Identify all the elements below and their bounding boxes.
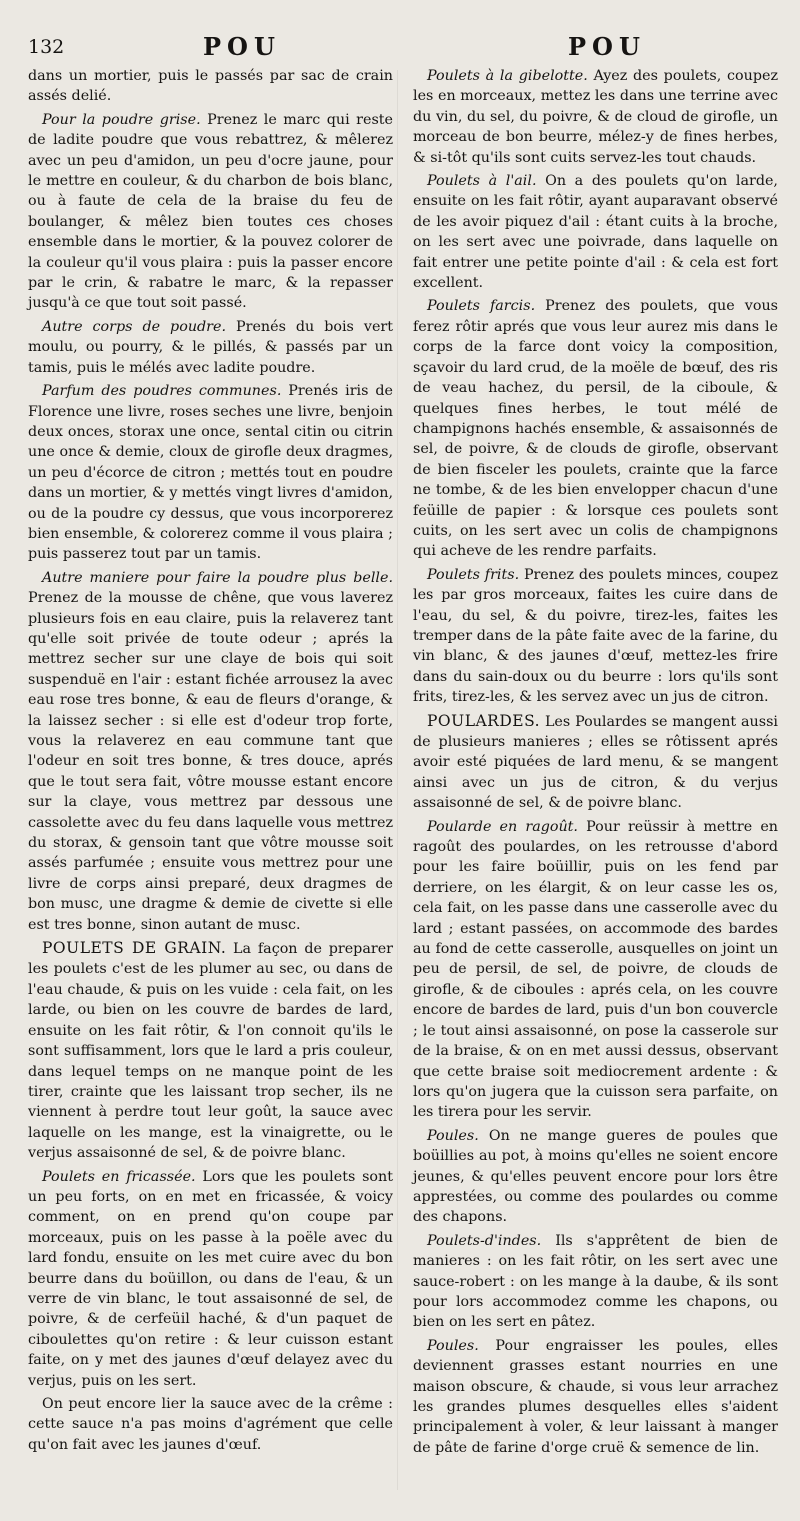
page-header (28, 30, 778, 66)
section-paragraph (28, 938, 393, 1163)
paragraph (413, 171, 778, 293)
paragraph (413, 66, 778, 168)
paragraph (28, 110, 393, 314)
paragraph-text: Prenés iris de Florence une livre, roses seches une livre, benjoin deux onces, storax une once, sental citin ou citrin une once & demie, cloux de girofle deux dragmes, un peu d'écorce de citron ; mettés tout en poudre dans un mortier, & y mettés vingt livres d'amidon, ou de la poudre cy dessus, que vous incorporerez bien ensemble, & colorerez comme il vous plaira ; puis passerez tout par un tamis. (28, 383, 394, 563)
paragraph-text: Prenez le marc qui reste de ladite poudre que vous rebattrez, & mêlerez avec un peu d'amidon, un peu d'ocre jaune, pour le mettre en couleur, & du charbon de bois blanc, ou à faute de cela de la braise du feu de boulanger, & mêlez bien toutes ces choses ensemble dans le mortier, & la pouvez colorer de la couleur qu'il vous plaira : puis la passer encore par le crin, & rabatre le marc, & la repasser jusqu'à ce que tout soit passé. (28, 111, 393, 312)
paragraph-text: Prenez des poulets, que vous ferez rôtir aprés que vous leur aurez mis dans le corps de la farce dont voicy la composition, sçavoir du lard crud, de la moële de bœuf, des ris de veau hachez, du persil, de la ciboule, & quelques fines herbes, le tout mélé de champignons hachés ensemble, & assaisonnés de sel, de poivre, & de clouds de girofle, observant de bien fisceler les poulets, crainte que la farce ne tombe, & de les bien envelopper chacun d'une feüille de papier : & lorsque ces poulets sont cuits, on les sert avec un colis de champignons qui acheve de les rendre parfaits. (413, 298, 778, 560)
section-paragraph (413, 711, 778, 814)
paragraph-lead: Poulets farcis. (427, 298, 536, 315)
paragraph-text: La façon de preparer les poulets c'est de les plumer au sec, ou dans de l'eau chaude, & puis on les vuide : cela fait, on les larde, ou bien on les couvre de bardes de lard, ensuite on les fait rôtir, & l'on connoit qu'ils le sont suffisamment, lors que le lard a pris couleur, dans lequel temps on ne manque point de les tirer, crainte que les laissant trop secher, ils ne viennent à perdre tout leur goût, la sauce avec laquelle on les mange, est la vinaigrette, ou le verjus assaisonné de sel, & de poivre blanc. (28, 941, 393, 1162)
paragraph (413, 296, 778, 561)
paragraph-lead: Poulets en fricassée. (42, 1168, 196, 1185)
section-heading: POULETS DE GRAIN. (42, 939, 227, 958)
paragraph-text: Lors que les poulets sont un peu forts, on en met en fricassée, & voicy comment, on en prend qu'on coupe par morceaux, puis on les passe à la poële avec du lard fondu, ensuite on les met cuire avec du bon beurre dans du boüillon, ou dans de l'eau, & un verre de vin blanc, le tout assaisonné de sel, de poivre, & de cerfeüil haché, & d'un paquet de ciboulettes qu'on retire : & leur cuisson estant faite, on y met des jaunes d'œuf delayez avec du verjus, puis on les sert. (28, 1168, 393, 1389)
paragraph-text: Prenez de la mousse de chêne, que vous laverez plusieurs fois en eau claire, puis la relaverez tant qu'elle soit privée de toute odeur ; aprés la mettrez secher sur une claye de bois qui soit suspenduë en l'air : estant fichée arrousez la avec eau rose tres bonne, & eau de fleurs d'orange, & la laissez secher : si elle est d'odeur trop forte, vous la relaverez en eau commune tant que l'odeur en soit tres bonne, & tres douce, aprés que le tout sera fait, vôtre mousse estant encore sur la claye, vous mettrez par dessous une cassolette avec du feu dans laquelle vous mettrez du storax, & gensoin tant que vôtre mousse soit assés parfumée ; ensuite vous mettrez pour une livre de corps ainsi preparé, deux dragmes de bon musc, une dragme & demie de civette si elle est tres bonne, sinon autant de musc. (28, 590, 393, 933)
paragraph-text: Les Poulardes se mangent aussi de plusieurs manieres ; elles se rôtissent aprés avoir esté piquées de lard menu, & se mangent ainsi avec un jus de citron, & du verjus assaisonné de sel, & de poivre blanc. (413, 713, 778, 812)
paragraph-lead: Poulets à l'ail. (427, 173, 537, 190)
paragraph-text: Ils s'apprêtent de bien de manieres : on les fait rôtir, on les sert avec une sauce-robert : on les mange à la daube, & ils sont pour lors accommodez comme les chapons, ou bien on les sert en pâtez. (413, 1232, 778, 1331)
paragraph-text: Prenés du bois vert moulu, ou pourry, & le pillés, & passés par un tamis, puis le mélés avec ladite poudre. (28, 318, 393, 376)
paragraph (28, 568, 393, 935)
left-column (28, 66, 393, 1461)
paragraph-lead: Pour la poudre grise. (42, 111, 201, 128)
paragraph-lead: Poularde en ragoût. (427, 818, 578, 835)
paragraph-text: On a des poulets qu'on larde, ensuite on les fait rôtir, ayant auparavant observé de les avoir piquez d'ail : étant cuits à la broche, on les sert avec une poivrade, dans laquelle on fait entrer une petite pointe d'ail : & cela est fort excellent. (413, 173, 778, 292)
paragraph-lead: Poulets-d'indes. (427, 1232, 542, 1249)
paragraph-lead: Poules. (427, 1337, 479, 1354)
paragraph-lead: Autre corps de poudre. (42, 318, 227, 335)
paragraph (413, 1231, 778, 1333)
paragraph (28, 317, 393, 378)
page-number: 132 (28, 36, 65, 58)
paragraph-lead: Poulets à la gibelotte. (427, 68, 588, 84)
running-head-left: POU (203, 32, 281, 61)
paragraph (413, 565, 778, 708)
paragraph-lead: Poules. (427, 1127, 479, 1144)
paragraph-lead: Parfum des poudres communes. (42, 383, 282, 400)
paragraph-lead: Poulets frits. (427, 566, 520, 583)
paragraph-text: On peut encore lier la sauce avec de la crême : cette sauce n'a pas moins d'agrément que celle qu'on fait avec les jaunes d'œuf. (28, 1396, 393, 1453)
paragraph-text: Prenez des poulets minces, coupez les par gros morceaux, faites les cuire dans de l'eau, du sel, & du poivre, tirez-les, faites les tremper dans de la pâte faite avec de la farine, du vin blanc, & des jaunes d'œuf, mettez-les frire dans du sain-doux ou du beurre : lors qu'ils sont frits, tirez-les, & les servez avec un jus de citron. (413, 566, 779, 706)
paragraph (28, 381, 393, 565)
section-heading: POULARDES. (427, 711, 541, 730)
paragraph-lead: Autre maniere pour faire la poudre plus belle. (42, 569, 393, 586)
column-gutter (397, 70, 398, 1490)
paragraph-text: On ne mange gueres de poules que boüillies au pot, à moins qu'elles ne soient encore jeunes, & qu'elles peuvent encore pour lors être apprestées, ou comme des poulardes ou comme des chapons. (413, 1127, 778, 1226)
paragraph (413, 1126, 778, 1228)
right-column (413, 66, 778, 1461)
paragraph (28, 1167, 393, 1391)
paragraph (413, 817, 778, 1123)
paragraph (28, 66, 393, 107)
running-head-right: POU (568, 32, 646, 61)
paragraph (28, 1394, 393, 1455)
text-columns (28, 66, 778, 1461)
paragraph-text: Pour reüssir à mettre en ragoût des poulardes, on les retrousse d'abord pour les faire boüillir, puis on les fend par derriere, on les élargit, & on leur casse les os, cela fait, on les passe dans une casserolle avec du lard ; estant passées, on accommode des bardes au fond de cette casserolle, ausquelles on joint un peu de persil, de sel, de poivre, de clouds de girofle, & de ciboules : aprés cela, on les couvre encore de bardes de lard, puis d'un bon couvercle ; le tout ainsi assaisonné, on pose la casserole sur de la braise, & on en met aussi dessus, observant que cette braise soit mediocrement ardente : & lors qu'on jugera que la cuisson sera parfaite, on les tirera pour les servir. (413, 818, 778, 1121)
paragraph-text: dans un mortier, puis le passés par sac de crain assés delié. (28, 68, 393, 105)
paragraph-text: Ayez des poulets, coupez les en morceaux, mettez les dans une terrine avec du vin, du sel, du poivre, & de cloud de girofle, un morceau de bon beurre, mélez-y de fines herbes, & si-tôt qu'ils sont cuits servez-les tout chauds. (413, 68, 778, 166)
paragraph (413, 1336, 778, 1458)
paragraph-text: Pour engraisser les poules, elles deviennent grasses estant nourries en une maison obscure, & chaude, si vous leur arrachez les grandes plumes desquelles elles s'aident principalement à voler, & leur laissant à manger de pâte de farine d'orge cruë & semence de lin. (413, 1337, 778, 1456)
